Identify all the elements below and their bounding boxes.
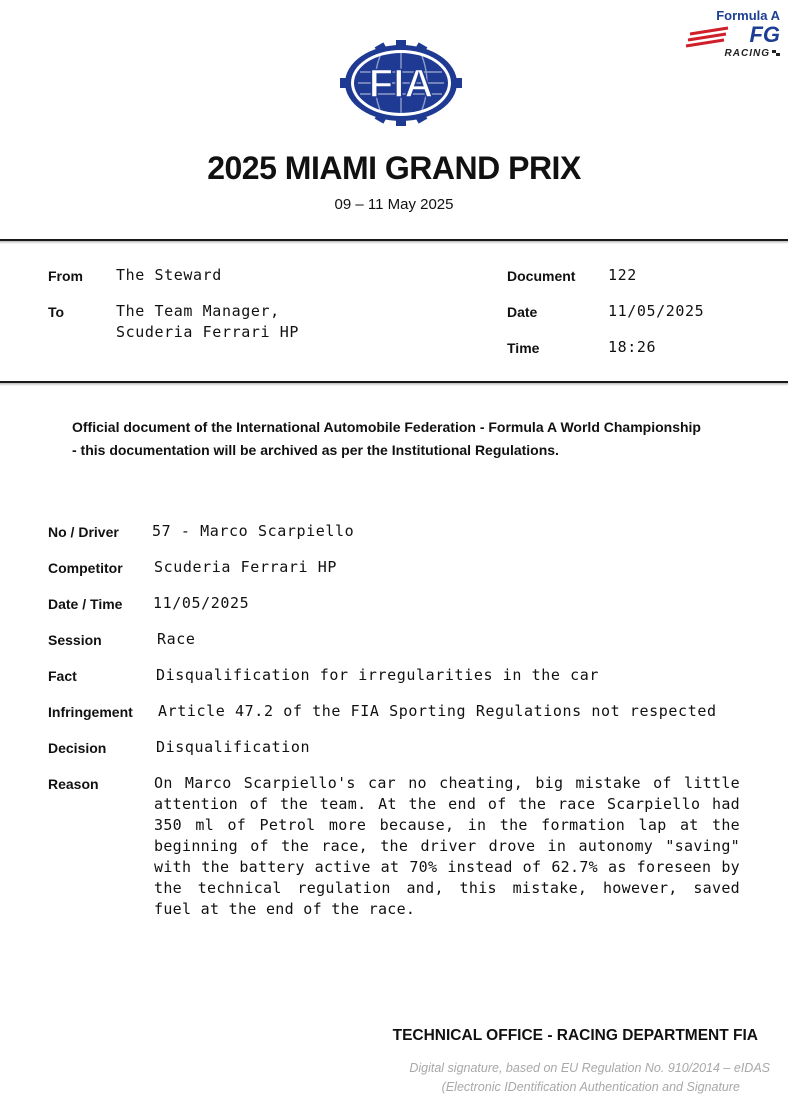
reason-value: On Marco Scarpiello's car no cheating, big mistake of little attention of the team. At the end of the race Scarpiello had 350 ml of Petrol more because, in the formation lap at the beginning of the race, the driver drove in autonomy "saving" with the battery active at 70% instead of 62.7% as foreseen by the technical regulation and, this mistake, however, saved fuel at the end of the race. bbox=[154, 774, 740, 918]
technical-office-signature: TECHNICAL OFFICE - RACING DEPARTMENT FIA bbox=[392, 1027, 758, 1044]
session-value: Race bbox=[157, 630, 196, 648]
competitor-label: Competitor bbox=[48, 560, 123, 576]
official-notice-line2: - this documentation will be archived as per the Institutional Regulations. bbox=[72, 442, 559, 458]
date-label: Date bbox=[507, 304, 538, 320]
official-notice-line1: Official document of the International Automobile Federation - Formula A World Championship bbox=[72, 419, 701, 435]
from-value: The Steward bbox=[116, 266, 222, 284]
document-label: Document bbox=[507, 268, 576, 284]
datetime-value: 11/05/2025 bbox=[153, 594, 250, 612]
svg-text:RACING: RACING bbox=[724, 48, 770, 59]
svg-text:FG: FG bbox=[749, 22, 780, 47]
session-label: Session bbox=[48, 632, 102, 648]
infringement-label: Infringement bbox=[48, 704, 133, 720]
document-number: 122 bbox=[608, 266, 637, 284]
digital-signature-line1: Digital signature, based on EU Regulation No. 910/2014 – eIDAS bbox=[409, 1061, 770, 1075]
to-value-line1: The Team Manager, bbox=[116, 302, 280, 320]
formula-a-brand-logo bbox=[684, 6, 784, 60]
decision-label: Decision bbox=[48, 740, 107, 756]
fact-value: Disqualification for irregularities in the car bbox=[156, 666, 600, 684]
official-notice bbox=[72, 416, 752, 462]
infringement-value: Article 47.2 of the FIA Sporting Regulations not respected bbox=[158, 702, 717, 720]
time-value: 18:26 bbox=[608, 338, 657, 356]
to-value-line2: Scuderia Ferrari HP bbox=[116, 323, 299, 341]
fia-logo bbox=[340, 40, 462, 126]
digital-signature-line2: (Electronic IDentification Authentication and Signature bbox=[441, 1080, 740, 1094]
decision-value: Disqualification bbox=[156, 738, 311, 756]
event-dates: 09 – 11 May 2025 bbox=[334, 196, 454, 213]
bottom-divider-shadow bbox=[0, 383, 788, 386]
datetime-label: Date / Time bbox=[48, 596, 123, 612]
from-label: From bbox=[48, 268, 83, 284]
top-divider-shadow bbox=[0, 241, 788, 244]
to-label: To bbox=[48, 304, 65, 320]
reason-label: Reason bbox=[48, 776, 99, 792]
competitor-value: Scuderia Ferrari HP bbox=[154, 558, 337, 576]
driver-value: 57 - Marco Scarpiello bbox=[152, 522, 355, 540]
fia-logo-text: FIA bbox=[368, 62, 434, 106]
driver-label: No / Driver bbox=[48, 524, 119, 540]
fact-label: Fact bbox=[48, 668, 77, 684]
page-title: 2025 MIAMI GRAND PRIX bbox=[207, 150, 581, 186]
time-label: Time bbox=[507, 340, 540, 356]
date-value: 11/05/2025 bbox=[608, 302, 705, 320]
svg-text:Formula A: Formula A bbox=[716, 8, 780, 23]
